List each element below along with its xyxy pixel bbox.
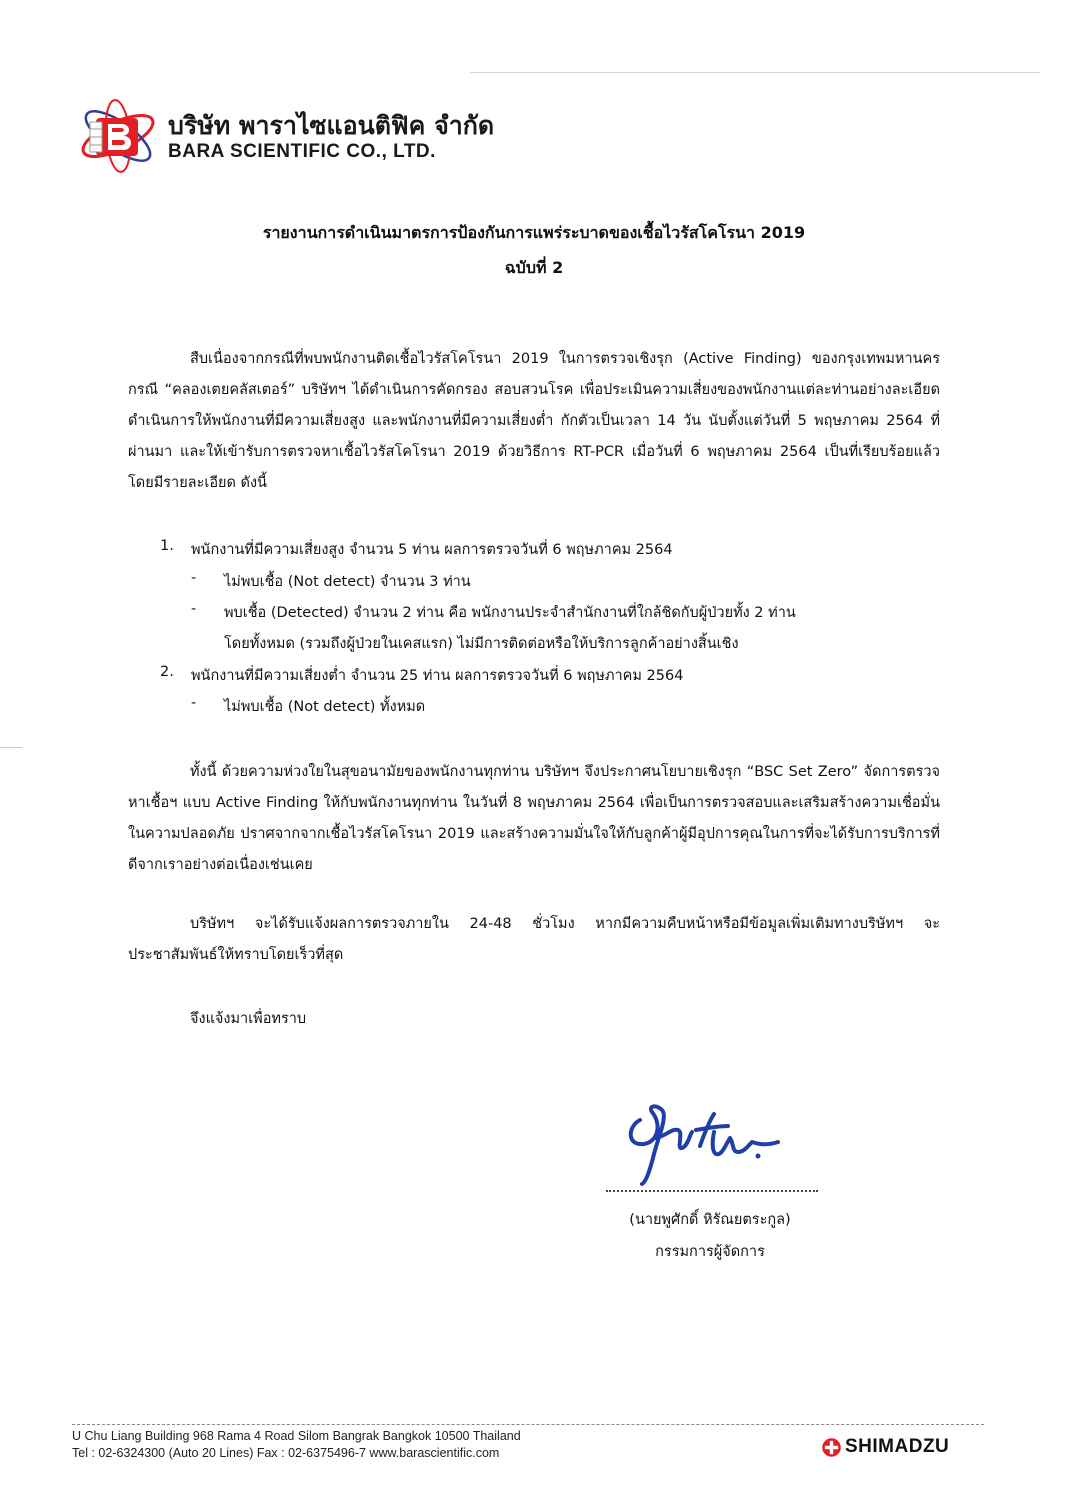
bara-logo-icon [76, 96, 160, 176]
results-text: บริษัทฯ จะได้รับแจ้งผลการตรวจภายใน 24-48 ชั่วโมง หากมีความคืบหน้าหรือมีข้อมูลเพิ่มเติมทางบริษัทฯ จะประชาสัมพันธ์ให้ทราบโดยเร็วที่สุด [128, 916, 940, 963]
results-paragraph [128, 909, 940, 971]
footer-divider [72, 1424, 984, 1425]
shimadzu-logo [822, 1436, 984, 1458]
closing-paragraph [128, 1004, 940, 1035]
list-number: 1. [160, 538, 174, 554]
intro-text: สืบเนื่องจากกรณีที่พบพนักงานติดเชื้อไวรัสโคโรนา 2019 ในการตรวจเชิงรุก (Active Finding) ของกรุงเทพมหานคร กรณี “คลองเตยคลัสเตอร์” บริษัทฯ ได้ดำเนินการคัดกรอง สอบสวนโรค เพื่อประเมินความเสี่ยงของพนักงานแต่ละท่านอย่างละเอียด ดำเนินการให้พนักงานที่มีความเสี่ยงสูง และพนักงานที่มีความเสี่ยงต่ำ กักตัวเป็นเวลา 14 วัน นับตั้งแต่วันที่ 5 พฤษภาคม 2564 ที่ผ่านมา และให้เข้ารับการตรวจหาเชื้อไวรัสโคโรนา 2019 ด้วยวิธีการ RT-PCR เมื่อวันที่ 6 พฤษภาคม 2564 เป็นที่เรียบร้อยแล้ว โดยมีรายละเอียด ดังนี้ [128, 351, 940, 491]
footer-address: U Chu Liang Building 968 Rama 4 Road Silom Bangrak Bangkok 10500 Thailand [72, 1429, 521, 1443]
list-item-high-risk: พนักงานที่มีความเสี่ยงสูง จำนวน 5 ท่าน ผลการตรวจวันที่ 6 พฤษภาคม 2564 [191, 542, 673, 558]
shimadzu-wordmark: SHIMADZU [845, 1436, 950, 1457]
list-item-low-risk: พนักงานที่มีความเสี่ยงต่ำ จำนวน 25 ท่าน ผลการตรวจวันที่ 6 พฤษภาคม 2564 [191, 668, 684, 684]
sub-item-detected: พบเชื้อ (Detected) จำนวน 2 ท่าน คือ พนักงานประจำสำนักงานที่ใกล้ชิดกับผู้ป่วยทั้ง 2 ท่าน [224, 605, 796, 621]
policy-text: ทั้งนี้ ด้วยความห่วงใยในสุขอนามัยของพนักงานทุกท่าน บริษัทฯ จึงประกาศนโยบายเชิงรุก “BSC Set Zero” จัดการตรวจหาเชื้อฯ แบบ Active Finding ให้กับพนักงานทุกท่าน ในวันที่ 8 พฤษภาคม 2564 เพื่อเป็นการตรวจสอบและเสริมสร้างความเชื่อมั่นในความปลอดภัย ปราศจากจากเชื้อไวรัสโคโรนา 2019 และสร้างความมั่นใจให้กับลูกค้าผู้มีอุปการคุณในการที่จะได้รับการบริการที่ดีจากเราอย่างต่อเนื่องเช่นเคย [128, 764, 940, 873]
scan-edge-line [470, 72, 1040, 73]
signature-image [618, 1098, 798, 1190]
list-dash: - [191, 601, 197, 617]
document-title: รายงานการดำเนินมาตรการป้องกันการแพร่ระบาดของเชื้อไวรัสโคโรนา 2019 [262, 223, 806, 242]
policy-paragraph [128, 757, 940, 881]
signer-name: (นายพูศักดิ์ หิรัณยตระกูล) [629, 1212, 791, 1228]
sub-item-detected-continued: โดยทั้งหมด (รวมถึงผู้ป่วยในเคสแรก) ไม่มีการติดต่อหรือให้บริการลูกค้าอย่างสิ้นเชิง [224, 636, 739, 652]
signer-position: กรรมการผู้จัดการ [655, 1244, 765, 1260]
document-edition: ฉบับที่ 2 [504, 258, 564, 277]
company-name-english: BARA SCIENTIFIC CO., LTD. [168, 141, 436, 162]
margin-mark [0, 747, 22, 748]
company-name-thai: บริษัท พาราไซแอนติฟิค จำกัด [168, 111, 495, 140]
footer-contact: Tel : 02-6324300 (Auto 20 Lines) Fax : 02-6375496-7 www.barascientific.com [72, 1446, 500, 1460]
list-dash: - [191, 695, 197, 711]
shimadzu-logo-icon [822, 1438, 841, 1457]
intro-paragraph [128, 344, 940, 499]
sub-item-all-not-detected: ไม่พบเชื้อ (Not detect) ทั้งหมด [224, 699, 426, 715]
signature-line [606, 1190, 818, 1192]
list-number: 2. [160, 664, 174, 680]
sub-item-not-detected: ไม่พบเชื้อ (Not detect) จำนวน 3 ท่าน [224, 574, 471, 590]
closing-text: จึงแจ้งมาเพื่อทราบ [190, 1011, 307, 1027]
list-dash: - [191, 570, 197, 586]
